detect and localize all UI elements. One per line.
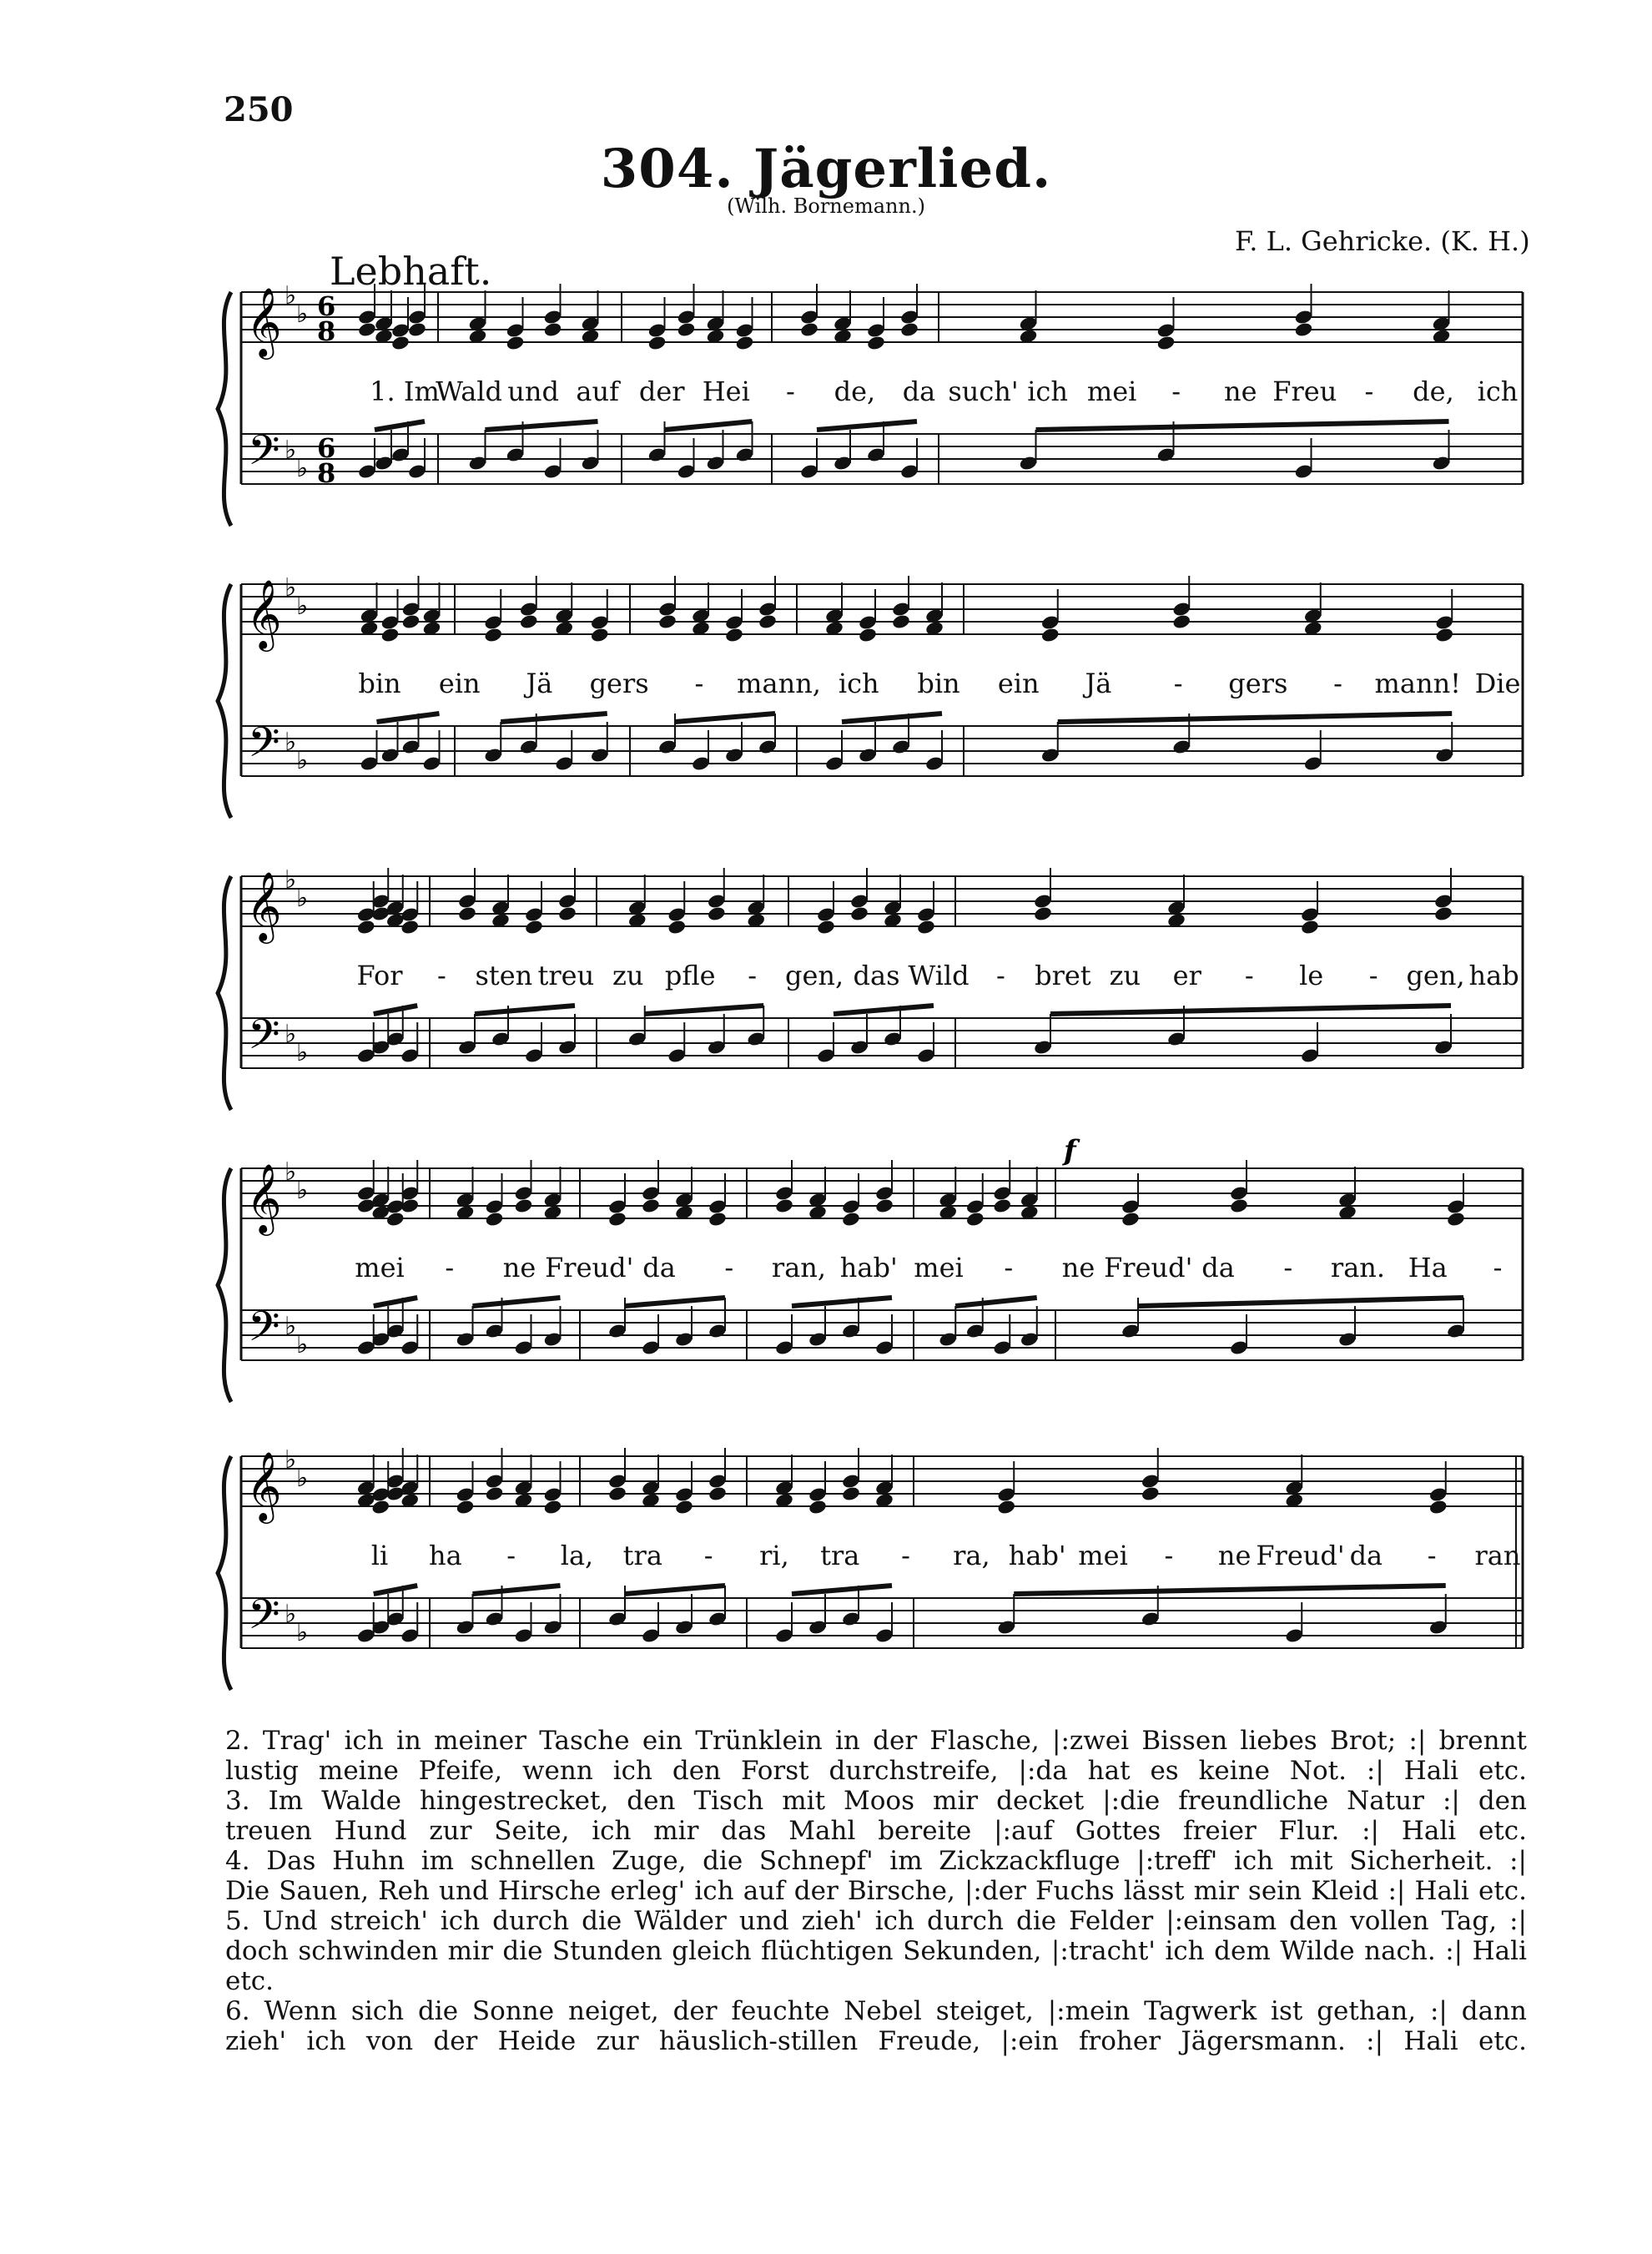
note-beam — [1014, 1586, 1446, 1594]
verse-line: 2. Trag' ich in meiner Tasche ein Trünklein in der Flasche, |:zwei Bissen liebes Brot; :| brennt — [225, 1726, 1527, 1756]
note-head — [524, 919, 544, 935]
lyric-syllable: ich — [838, 668, 879, 699]
note-beam — [645, 1006, 764, 1014]
lyric-syllable: ich — [1027, 376, 1068, 407]
system-brace — [218, 1456, 231, 1690]
lyric-syllable: hab' — [1468, 960, 1527, 991]
lyric-syllable: - — [1283, 1252, 1293, 1283]
note-head — [735, 335, 755, 351]
note-head — [799, 321, 819, 338]
note-beam — [1050, 1006, 1451, 1014]
lyric-syllable: hab' — [839, 1252, 898, 1283]
note-head — [841, 1211, 861, 1228]
note-head — [370, 1499, 390, 1515]
lyric-syllable: - — [901, 1540, 910, 1571]
note-head — [400, 919, 420, 935]
note-head — [1294, 321, 1314, 338]
note-beam — [834, 1006, 934, 1014]
note-head — [891, 613, 911, 630]
verse-line: zieh' ich von der Heide zur häuslich-stillen Freude, |:ein froher Jägersmann. :| Hali etc. — [225, 2026, 1527, 2056]
lyric-syllable: - — [445, 1252, 455, 1283]
note-beam — [1138, 1298, 1463, 1306]
lyric-syllable: - — [1493, 1252, 1503, 1283]
system-brace — [218, 1168, 231, 1402]
note-beam — [473, 1586, 561, 1594]
flat-sign: ♭ — [296, 1464, 309, 1493]
note-beam — [374, 1006, 418, 1014]
note-beam — [625, 1298, 725, 1306]
bass-clef: 𝄢 — [248, 426, 280, 485]
lyric-syllable: mann! — [1374, 668, 1462, 699]
lyric-syllable: gen, — [1406, 960, 1465, 991]
lyric-syllable: da — [1349, 1540, 1383, 1571]
lyric-syllable: li — [370, 1540, 389, 1571]
lyric-syllable: ran — [1474, 1540, 1521, 1571]
lyric-syllable: hab' — [1008, 1540, 1066, 1571]
music-system — [213, 567, 1531, 826]
verse-line: 4. Das Huhn im schnellen Zuge, die Schnepf' im Zickzackfluge |:treff' ich mit Sicherheit. :| — [225, 1846, 1527, 1876]
lyric-syllable: mei — [355, 1252, 405, 1283]
lyric-syllable: das — [853, 960, 900, 991]
note-head — [657, 613, 677, 630]
lyric-syllable: auf — [576, 376, 619, 407]
lyric-syllable: - — [506, 1540, 516, 1571]
note-head — [401, 613, 421, 630]
note-beam — [792, 1586, 892, 1594]
lyric-syllable: le — [1299, 960, 1324, 991]
note-head — [1141, 1485, 1161, 1502]
lyric-syllable: - — [1173, 668, 1183, 699]
note-head — [485, 1211, 505, 1228]
flat-sign: ♭ — [285, 1312, 297, 1341]
treble-clef: 𝄞 — [246, 286, 282, 356]
note-head — [708, 1485, 728, 1502]
note-head — [849, 905, 869, 922]
lyric-syllable: 1. Im — [370, 376, 440, 407]
time-signature-denominator: 8 — [317, 315, 336, 347]
lyric-syllable: gen, — [785, 960, 844, 991]
lyric-syllable: da — [902, 376, 936, 407]
bass-clef: 𝄢 — [248, 719, 280, 777]
verse-line: 5. Und streich' ich durch die Wälder und zieh' ich durch die Felder |:einsam den vollen Tag, :| — [225, 1906, 1527, 1936]
note-head — [590, 627, 610, 643]
lyric-syllable: tra — [820, 1540, 860, 1571]
note-head — [808, 1499, 828, 1515]
lyric-syllable: ne — [1061, 1252, 1095, 1283]
time-signature-numerator: 6 — [317, 290, 336, 322]
lyric-syllable: und — [507, 376, 559, 407]
treble-clef: 𝄞 — [246, 1162, 282, 1233]
treble-clef: 𝄞 — [246, 1450, 282, 1520]
flat-sign: ♭ — [285, 1020, 297, 1049]
note-head — [607, 1211, 627, 1228]
time-signature-denominator: 8 — [317, 457, 336, 489]
note-head — [506, 335, 526, 351]
note-head — [456, 1499, 476, 1515]
time-signature-numerator: 6 — [317, 432, 336, 464]
music-system — [213, 1134, 1531, 1410]
additional-verses — [225, 1726, 1527, 2056]
lyric-syllable: ich — [1477, 376, 1519, 407]
note-beam — [1058, 714, 1453, 722]
note-head — [543, 321, 563, 338]
note-head — [858, 627, 878, 643]
lyric-syllable: - — [1333, 668, 1342, 699]
song-title: 304. Jägerlied. — [600, 138, 1052, 200]
note-head — [996, 1499, 1016, 1515]
treble-clef: 𝄞 — [246, 870, 282, 940]
note-head — [407, 321, 427, 338]
lyric-syllable: - — [1244, 960, 1254, 991]
lyric-syllable: pfle — [664, 960, 716, 991]
lyric-syllable: Jä — [526, 668, 553, 699]
lyric-syllable: bret — [1035, 960, 1091, 991]
verse-line: doch schwinden mir die Stunden gleich flüchtigen Sekunden, |:tracht' ich dem Wilde nach. :| Hali etc. — [225, 1936, 1527, 1996]
note-beam — [842, 714, 942, 722]
lyric-syllable: - — [1171, 376, 1181, 407]
note-head — [557, 905, 577, 922]
system-brace — [218, 292, 231, 526]
bass-clef: 𝄢 — [248, 1303, 280, 1361]
system-brace — [218, 876, 231, 1110]
note-beam — [955, 1298, 1037, 1306]
lyric-syllable: mei — [1078, 1540, 1128, 1571]
note-head — [1433, 905, 1453, 922]
note-head — [841, 1485, 861, 1502]
note-head — [992, 1198, 1012, 1214]
note-head — [1040, 627, 1060, 643]
bass-clef: 𝄢 — [248, 1591, 280, 1649]
note-head — [485, 1485, 505, 1502]
flat-sign: ♭ — [296, 592, 309, 621]
lyric-syllable: sten — [475, 960, 533, 991]
lyric-syllable: da — [642, 1252, 676, 1283]
note-head — [1033, 905, 1053, 922]
note-head — [758, 613, 778, 630]
lyric-syllable: Wald — [436, 376, 502, 407]
lyric-syllable: - — [748, 960, 758, 991]
lyric-syllable: Hei — [702, 376, 750, 407]
lyric-syllable: Jä — [1085, 668, 1112, 699]
note-head — [674, 1499, 694, 1515]
lyric-syllable: ein — [438, 668, 481, 699]
lyric-syllable: - — [437, 960, 446, 991]
lyric-syllable: - — [1368, 960, 1378, 991]
note-head — [1156, 335, 1176, 351]
lyric-syllable: - — [785, 376, 795, 407]
lyric-syllable: bin — [917, 668, 960, 699]
note-beam — [375, 421, 425, 430]
lyric-syllable: la, — [560, 1540, 594, 1571]
lyric-syllable: Freud' — [1104, 1252, 1193, 1283]
lyric-syllable: mei — [1086, 376, 1137, 407]
note-head — [385, 1211, 405, 1228]
dynamic-forte: f — [1064, 1134, 1076, 1167]
note-head — [1434, 627, 1454, 643]
note-head — [519, 613, 539, 630]
lyric-syllable: treu — [537, 960, 595, 991]
note-head — [707, 905, 727, 922]
note-beam — [374, 1586, 418, 1594]
lyric-syllable: er — [1172, 960, 1201, 991]
lyric-syllable: ne — [1223, 376, 1257, 407]
lyric-syllable: - — [694, 668, 704, 699]
note-head — [356, 919, 376, 935]
lyric-syllable: such' — [948, 376, 1019, 407]
lyric-syllable: - — [1164, 1540, 1174, 1571]
note-head — [641, 1198, 661, 1214]
flat-sign: ♭ — [285, 1600, 297, 1629]
bass-clef: 𝄢 — [248, 1011, 280, 1069]
lyric-syllable: - — [1427, 1540, 1437, 1571]
flat-sign: ♭ — [296, 1176, 309, 1205]
note-head — [514, 1198, 534, 1214]
note-beam — [665, 421, 753, 430]
note-head — [647, 335, 667, 351]
lyric-syllable: Wild — [908, 960, 970, 991]
lyric-syllable: ri, — [759, 1540, 789, 1571]
note-head — [965, 1211, 985, 1228]
note-head — [1428, 1499, 1448, 1515]
lyric-syllable: de, — [834, 376, 876, 407]
flat-sign: ♭ — [296, 300, 309, 329]
verse-line: 3. Im Walde hingestrecket, den Tisch mit Moos mir decket |:die freundliche Natur :| den — [225, 1786, 1527, 1816]
flat-sign: ♭ — [285, 1157, 297, 1187]
lyricist: (Wilh. Bornemann.) — [727, 194, 925, 218]
lyric-syllable: - — [1364, 376, 1374, 407]
note-head — [874, 1198, 894, 1214]
note-head — [607, 1485, 627, 1502]
note-head — [1300, 919, 1320, 935]
lyric-syllable: mei — [914, 1252, 964, 1283]
note-beam — [486, 421, 598, 430]
note-beam — [792, 1298, 892, 1306]
lyric-syllable: mann, — [737, 668, 821, 699]
lyric-syllable: Die — [1474, 668, 1521, 699]
note-head — [677, 321, 697, 338]
flat-sign: ♭ — [285, 436, 297, 465]
note-head — [483, 627, 503, 643]
note-head — [1171, 613, 1191, 630]
lyric-syllable: der — [638, 376, 685, 407]
note-beam — [817, 421, 917, 430]
verse-line: treuen Hund zur Seite, ich mir das Mahl bereite |:auf Gottes freier Flur. :| Hali etc. — [225, 1816, 1527, 1846]
lyric-syllable: Freud' — [1256, 1540, 1345, 1571]
lyric-syllable: ra, — [953, 1540, 990, 1571]
lyric-syllable: Freu — [1272, 376, 1337, 407]
verse-line: 6. Wenn sich die Sonne neiget, der feuchte Nebel steiget, |:mein Tagwerk ist gethan, :| dann — [225, 1996, 1527, 2026]
lyric-syllable: ne — [1217, 1540, 1252, 1571]
lyric-syllable: ran, — [771, 1252, 827, 1283]
lyric-syllable: ha — [428, 1540, 462, 1571]
lyric-syllable: For — [356, 960, 403, 991]
lyric-syllable: bin — [358, 668, 401, 699]
lyric-syllable: gers — [1228, 668, 1288, 699]
flat-sign: ♭ — [296, 1618, 309, 1647]
note-beam — [475, 1006, 575, 1014]
note-head — [380, 627, 400, 643]
note-head — [816, 919, 836, 935]
note-head — [457, 905, 477, 922]
note-head — [724, 627, 744, 643]
lyric-syllable: zu — [612, 960, 644, 991]
flat-sign: ♭ — [296, 746, 309, 775]
composer: F. L. Gehricke. (K. H.) — [1235, 225, 1530, 257]
note-head — [866, 335, 886, 351]
lyric-syllable: ran. — [1330, 1252, 1386, 1283]
note-head — [916, 919, 936, 935]
system-brace — [218, 584, 231, 818]
note-beam — [675, 714, 775, 722]
tempo-marking: Lebhaft. — [330, 249, 492, 294]
flat-sign: ♭ — [296, 884, 309, 913]
note-head — [708, 1211, 728, 1228]
lyric-syllable: - — [1004, 1252, 1014, 1283]
flat-sign: ♭ — [285, 728, 297, 757]
lyric-syllable: tra — [622, 1540, 662, 1571]
note-head — [1446, 1211, 1466, 1228]
flat-sign: ♭ — [296, 1330, 309, 1359]
verse-line: lustig meine Pfeife, wenn ich den Forst durchstreife, |:da hat es keine Not. :| Hali etc. — [225, 1756, 1527, 1786]
music-system — [213, 275, 1531, 534]
note-head — [543, 1499, 563, 1515]
lyric-syllable: - — [703, 1540, 713, 1571]
verse-line: Die Sauen, Reh und Hirsche erleg' ich auf der Birsche, |:der Fuchs lässt mir sein Kleid :| Hali etc. — [225, 1876, 1527, 1906]
note-beam — [625, 1586, 725, 1594]
note-head — [1121, 1211, 1141, 1228]
lyric-syllable: gers — [589, 668, 649, 699]
lyric-syllable: Ha — [1408, 1252, 1448, 1283]
lyric-syllable: - — [724, 1252, 734, 1283]
treble-clef: 𝄞 — [246, 578, 282, 648]
lyric-syllable: - — [996, 960, 1005, 991]
note-beam — [1036, 421, 1449, 430]
flat-sign: ♭ — [296, 1038, 309, 1067]
flat-sign: ♭ — [285, 573, 297, 603]
flat-sign: ♭ — [285, 865, 297, 895]
note-head — [899, 321, 919, 338]
page-number: 250 — [224, 90, 294, 129]
note-beam — [473, 1298, 561, 1306]
note-head — [390, 335, 410, 351]
note-beam — [501, 714, 607, 722]
note-beam — [374, 1298, 418, 1306]
lyric-syllable: de, — [1413, 376, 1454, 407]
lyric-syllable: ein — [997, 668, 1040, 699]
lyric-syllable: Freud' — [545, 1252, 634, 1283]
lyric-syllable: da — [1201, 1252, 1235, 1283]
lyric-syllable: zu — [1109, 960, 1141, 991]
note-head — [774, 1198, 794, 1214]
lyric-syllable: ne — [502, 1252, 536, 1283]
music-system — [213, 1440, 1531, 1698]
flat-sign: ♭ — [296, 454, 309, 483]
note-head — [667, 919, 687, 935]
note-beam — [377, 714, 440, 722]
note-head — [1229, 1198, 1249, 1214]
music-system — [213, 860, 1531, 1118]
flat-sign: ♭ — [285, 1445, 297, 1475]
flat-sign: ♭ — [285, 281, 297, 310]
note-head — [357, 321, 377, 338]
